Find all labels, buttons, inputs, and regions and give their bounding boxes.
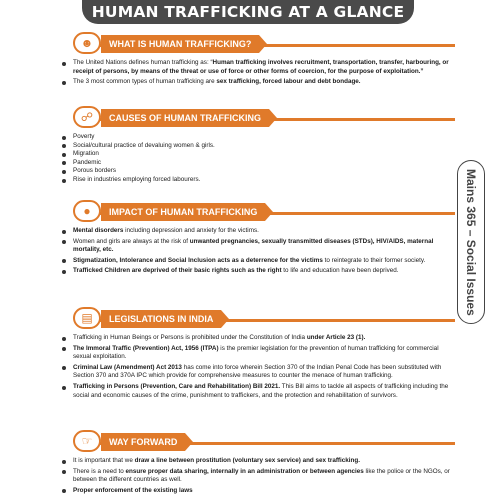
- handcuff-icon: ●: [73, 200, 101, 222]
- list-item: Pandemic: [61, 159, 455, 168]
- list-item: Rise in industries employing forced labourers.: [61, 176, 455, 185]
- section-what-is: [55, 32, 455, 89]
- section-way-forward: [55, 430, 455, 497]
- handshake-icon: ☞: [73, 430, 101, 452]
- section-heading: WHAT IS HUMAN TRAFFICKING?: [101, 35, 259, 53]
- side-label-text: Mains 365 – Social Issues: [464, 168, 478, 316]
- section-heading: CAUSES OF HUMAN TRAFFICKING: [101, 109, 269, 127]
- section-header: [55, 307, 455, 331]
- list-item: Criminal Law (Amendment) Act 2013 has come into force wherein Section 370 of the Indian Penal Code has been substituted with Section 370 and 370A IPC which provide for comprehensive measures to counter the menace of human trafficking.: [61, 364, 455, 381]
- list-item: Mental disorders including depression and anxiety for the victims.: [61, 227, 455, 236]
- list-item: Stigmatization, Intolerance and Social Inclusion acts as a deterrence for the victims to reintegrate to their former society.: [61, 257, 455, 266]
- list-item: The United Nations defines human trafficking as: “Human trafficking involves recruitment, transportation, transfer, harbouring, or receipt of persons, by means of the threat or use of force or other forms of coercion, for the purpose of exploitation.”: [61, 59, 455, 76]
- list-item: Trafficking in Human Beings or Persons is prohibited under the Constitution of India under Article 23 (1).: [61, 334, 455, 343]
- list-item: Trafficked Children are deprived of their basic rights such as the right to life and education have been deprived.: [61, 267, 455, 276]
- section-header: [55, 430, 455, 454]
- section-header: [55, 106, 455, 130]
- section-heading: IMPACT OF HUMAN TRAFFICKING: [101, 203, 265, 221]
- list-item: Porous borders: [61, 167, 455, 176]
- list-item: It is important that we draw a line between prostitution (voluntary sex service) and sex trafficking.: [61, 457, 455, 466]
- section-header: [55, 200, 455, 224]
- section-header: [55, 32, 455, 56]
- list-item: Trafficking in Persons (Prevention, Care and Rehabilitation) Bill 2021. This Bill aims to tackle all aspects of trafficking including the social and economic causes of the crime, punishment to traffickers, and the protection and rehabilitation of survivors.: [61, 383, 455, 400]
- section-impact: [55, 200, 455, 278]
- list-item: Poverty: [61, 133, 455, 142]
- people-icon: ☻: [73, 32, 101, 54]
- page-title: HUMAN TRAFFICKING AT A GLANCE: [91, 3, 405, 21]
- title-banner: [82, 0, 414, 24]
- list-item: The Immoral Traffic (Prevention) Act, 1956 (ITPA) is the premier legislation for the prevention of human trafficking for commercial sexual exploitation.: [61, 345, 455, 362]
- list-item: Women and girls are always at the risk of unwanted pregnancies, sexually transmitted diseases (STDs), HIV/AIDS, maternal mortality, etc.: [61, 238, 455, 255]
- side-label: [457, 160, 485, 324]
- section-heading: WAY FORWARD: [101, 433, 185, 451]
- list-item: Migration: [61, 150, 455, 159]
- section-causes: [55, 106, 455, 185]
- section-heading: LEGISLATIONS IN INDIA: [101, 310, 221, 328]
- document-icon: ▤: [73, 307, 101, 329]
- section-legislations: [55, 307, 455, 402]
- list-item: Proper enforcement of the existing laws: [61, 487, 455, 496]
- list-item: The 3 most common types of human trafficking are sex trafficking, forced labour and debt bondage.: [61, 78, 455, 87]
- list-item: Social/cultural practice of devaluing women & girls.: [61, 142, 455, 151]
- list-item: There is a need to ensure proper data sharing, internally in an administration or between agencies like the police or the NGOs, or between the different countries as well.: [61, 468, 455, 485]
- broken-chain-icon: ☍: [73, 106, 101, 128]
